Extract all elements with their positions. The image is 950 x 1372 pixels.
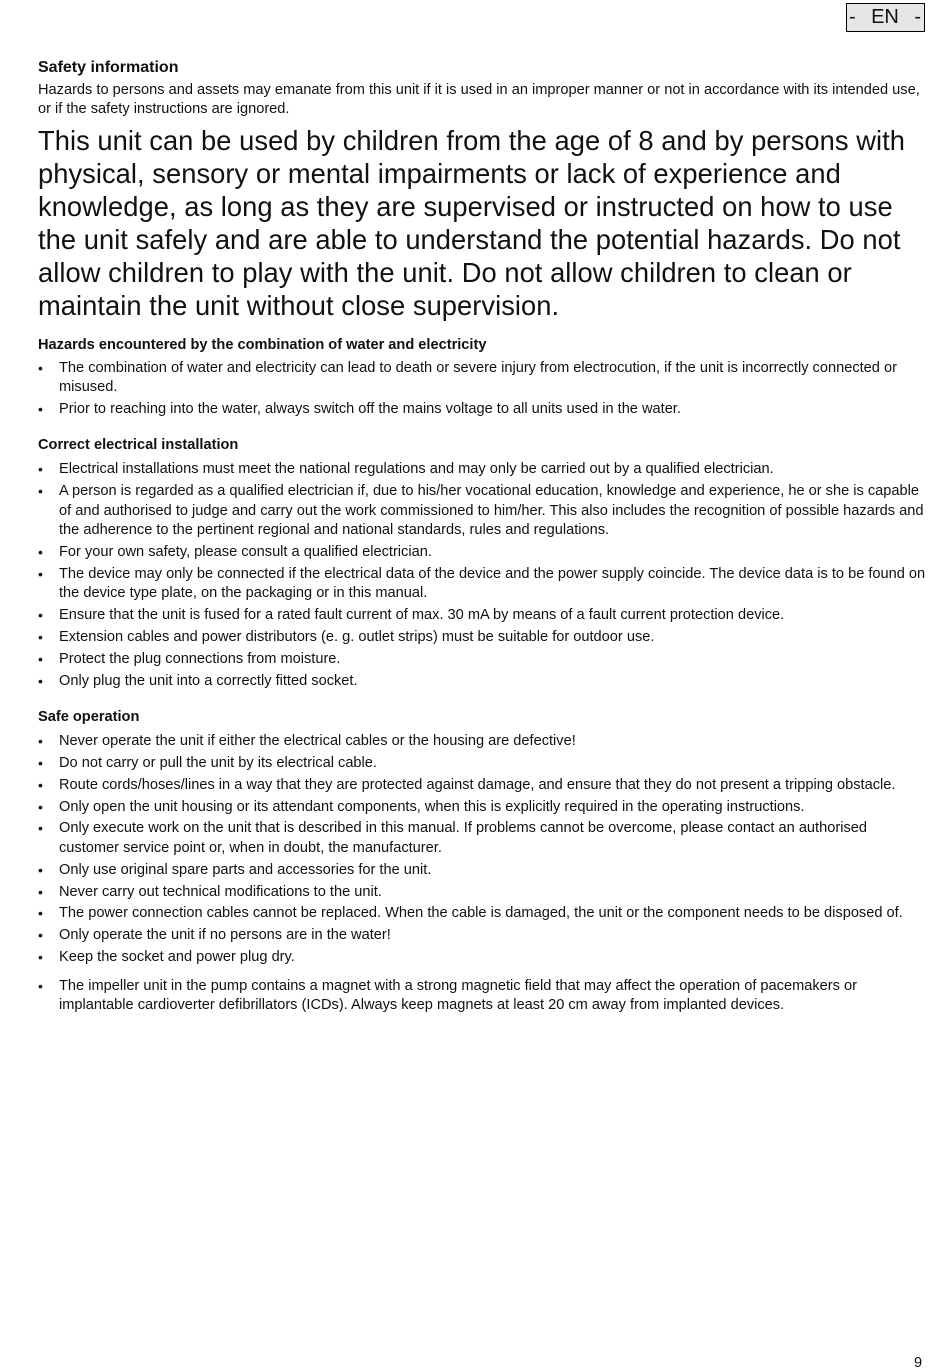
section-safe-operation xyxy=(38,708,926,1015)
list-item: • The impeller unit in the pump contains a magnet with a strong magnetic field that may affect the operation of pacemakers or implantable cardioverter defibrillators (ICDs). Always keep magnets at least 20 cm away from implanted devices. xyxy=(38,977,926,1016)
language-tab xyxy=(846,3,925,32)
list-item: • For your own safety, please consult a qualified electrician. xyxy=(38,543,926,562)
list-item: • Ensure that the unit is fused for a rated fault current of max. 30 mA by means of a fault current protection device. xyxy=(38,606,926,625)
section-heading: Safe operation xyxy=(38,708,140,725)
list-item: • Electrical installations must meet the national regulations and may only be carried out by a qualified electrician. xyxy=(38,460,926,479)
section-water-electricity xyxy=(38,336,926,419)
children-notice: This unit can be used by children from the age of 8 and by persons with physical, sensory or mental impairments or lack of experience and knowledge, as long as they are supervised or instructed on how to use the unit safely and are able to understand the potential hazards. Do not allow children to play with the unit. Do not allow children to clean or maintain the unit without close supervision. xyxy=(38,125,905,321)
list-item: • Never carry out technical modifications to the unit. xyxy=(38,883,926,902)
list-item: • The power connection cables cannot be replaced. When the cable is damaged, the unit or the component needs to be disposed of. xyxy=(38,904,926,923)
section-heading: Correct electrical installation xyxy=(38,437,239,454)
section-heading: Hazards encountered by the combination of water and electricity xyxy=(38,337,487,353)
language-tab-dash-left: - xyxy=(849,6,856,28)
list-item: • Do not carry or pull the unit by its electrical cable. xyxy=(38,754,926,773)
list-item: • Prior to reaching into the water, always switch off the mains voltage to all units used in the water. xyxy=(38,400,926,419)
language-code: EN xyxy=(871,6,899,28)
list-item: • Only plug the unit into a correctly fitted socket. xyxy=(38,672,926,691)
page-number: 9 xyxy=(914,1355,923,1371)
list-item: • The device may only be connected if the electrical data of the device and the power supply coincide. The device data is to be found on the device type plate, on the packaging or in this manual. xyxy=(38,565,926,604)
list-item: • Extension cables and power distributors (e. g. outlet strips) must be suitable for outdoor use. xyxy=(38,628,926,647)
list-item: • Keep the socket and power plug dry. xyxy=(38,948,926,967)
language-tab-dash-right: - xyxy=(914,6,921,28)
list-item: • Only execute work on the unit that is described in this manual. If problems cannot be overcome, please contact an authorised customer service point or, when in doubt, the manufacturer. xyxy=(38,819,926,858)
list-item: • Route cords/hoses/lines in a way that they are protected against damage, and ensure that they do not present a tripping obstacle. xyxy=(38,776,926,795)
list-item: • Only use original spare parts and accessories for the unit. xyxy=(38,861,926,880)
list-item: • The combination of water and electricity can lead to death or severe injury from electrocution, if the unit is incorrectly connected or misused. xyxy=(38,359,926,398)
list-item: • Only operate the unit if no persons are in the water! xyxy=(38,926,926,945)
page-content xyxy=(38,58,926,1018)
list-item: • Protect the plug connections from moisture. xyxy=(38,650,926,669)
safety-intro: Hazards to persons and assets may emanate from this unit if it is used in an improper manner or not in accordance with its intended use, or if the safety instructions are ignored. xyxy=(38,82,920,117)
bullet-list xyxy=(38,460,926,690)
list-item: • Only open the unit housing or its attendant components, when this is explicitly required in the operating instructions. xyxy=(38,798,926,817)
bullet-list xyxy=(38,732,926,1015)
bullet-list xyxy=(38,359,926,419)
list-item: • Never operate the unit if either the electrical cables or the housing are defective! xyxy=(38,732,926,751)
section-electrical-installation xyxy=(38,436,926,690)
list-item: • A person is regarded as a qualified electrician if, due to his/her vocational education, knowledge and experience, he or she is capable of and authorised to judge and carry out the work commissioned to him/her. This also includes the recognition of possible hazards and the adherence to the pertinent regional and national standards, rules and regulations. xyxy=(38,482,926,540)
safety-title: Safety information xyxy=(38,59,179,76)
